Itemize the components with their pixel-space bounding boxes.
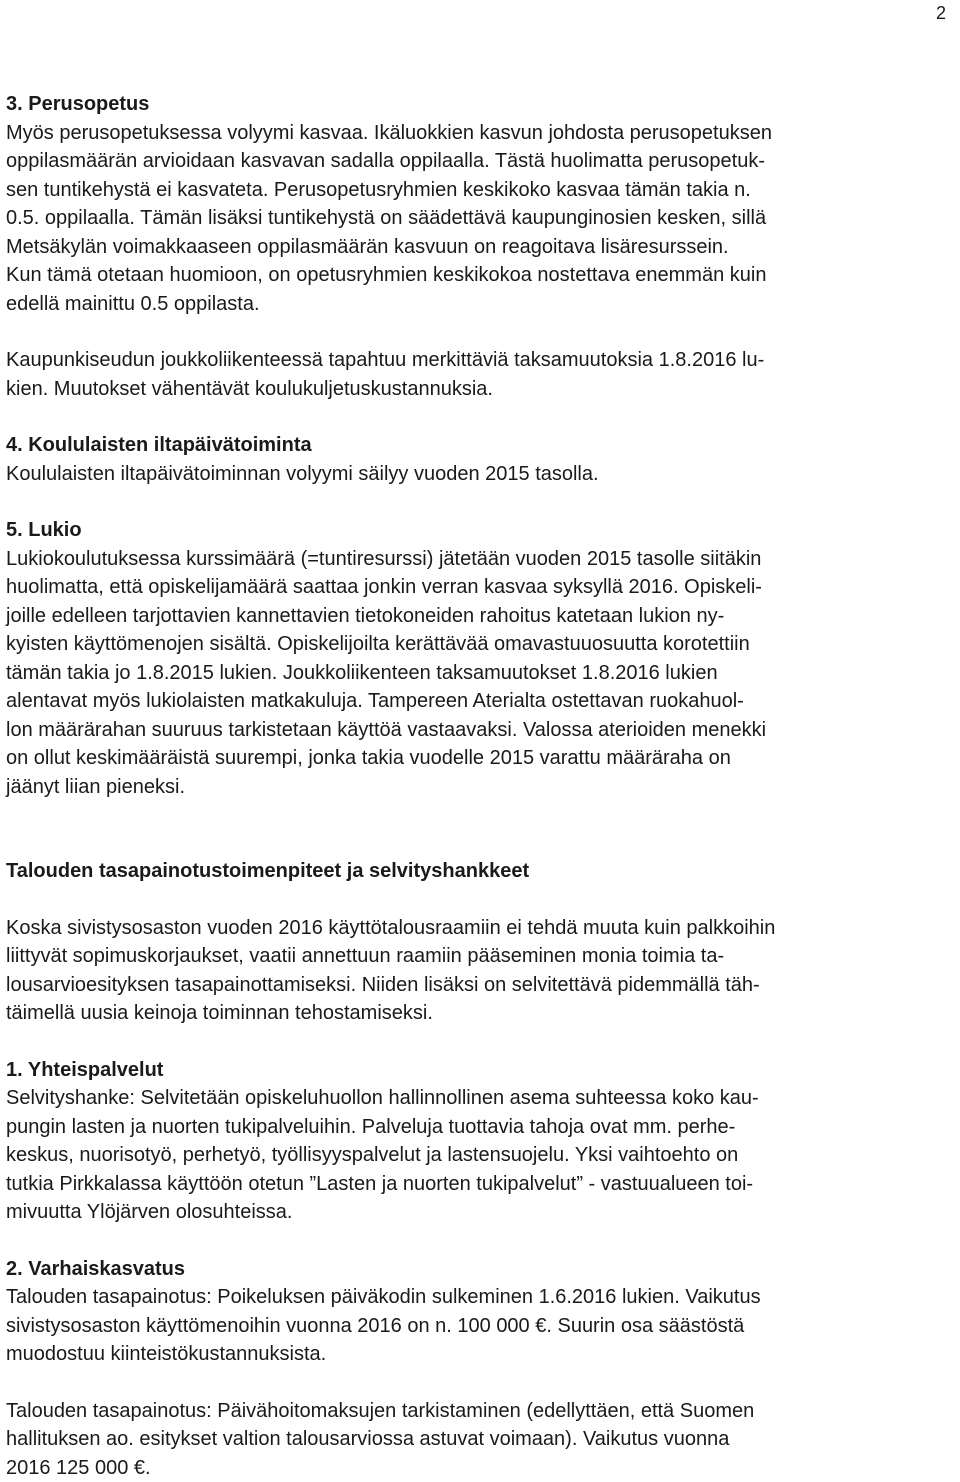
paragraph-varhaiskasvatus-2: Talouden tasapainotus: Päivähoitomaksujen tarkistaminen (edellyttäen, että Suomen hallituksen ao. esitykset valtion talousarviossa astuvat voimaan). Vaikutus vuonna 2016 125 000 €. — [6, 1397, 941, 1482]
subsection-heading-varhaiskasvatus: 2. Varhaiskasvatus — [6, 1255, 941, 1284]
section-heading-perusopetus: 3. Perusopetus — [6, 90, 941, 119]
page-number: 2 — [936, 2, 946, 24]
section-heading-iltapaivatoiminta: 4. Koululaisten iltapäivätoiminta — [6, 431, 941, 460]
paragraph-varhaiskasvatus-1: Talouden tasapainotus: Poikeluksen päiväkodin sulkeminen 1.6.2016 lukien. Vaikutus sivistysosaston käyttömenoihin vuonna 2016 on n. 100 000 €. Suurin osa säästöstä muodostuu kiinteistökustannuksista. — [6, 1283, 941, 1369]
intro-paragraph: Koska sivistysosaston vuoden 2016 käyttötalousraamiin ei tehdä muuta kuin palkkoihin liittyvät sopimuskorjaukset, vaatii annettuun raamiin pääseminen monia toimia ta- lousarvioesityksen tasapainottamiseksi. Niiden lisäksi on selvitettävä pidemmällä täh- täimellä uusia keinoja toiminnan tehostamiseksi. — [6, 914, 941, 1028]
document-body — [6, 90, 941, 1482]
section-heading-lukio: 5. Lukio — [6, 516, 941, 545]
paragraph-lukio: Lukiokoulutuksessa kurssimäärä (=tuntiresurssi) jätetään vuoden 2015 tasolle siitäkin huolimatta, että opiskelijamäärä saattaa jonkin verran kasvaa syksyllä 2016. Opiskeli- joille edelleen tarjottavien kannettavien tietokoneiden rahoitus katetaan lukion ny- kyisten käyttömenojen sisältä. Opiskelijoilta kerättävää omavastuuosuutta korotettiin tämän takia jo 1.8.2015 lukien. Joukkoliikenteen taksamuutokset 1.8.2016 lukien alentavat myös lukiolaisten matkakuluja. Tampereen Aterialta ostettavan ruokahuol- lon määrärahan suuruus tarkistetaan käyttöä vastaavaksi. Valossa aterioiden menekki on ollut keskimääräistä suurempi, jonka takia vuodelle 2015 varattu määräraha on jäänyt liian pieneksi. — [6, 545, 941, 802]
paragraph-iltapaivatoiminta: Koululaisten iltapäivätoiminnan volyymi säilyy vuoden 2015 tasolla. — [6, 460, 941, 489]
subsection-heading-yhteispalvelut: 1. Yhteispalvelut — [6, 1056, 941, 1085]
paragraph-perusopetus-1: Myös perusopetuksessa volyymi kasvaa. Ikäluokkien kasvun johdosta perusopetuksen oppilasmäärän arvioidaan kasvavan sadalla oppilaalla. Tästä huolimatta perusopetuk- sen tuntikehystä ei kasvateta. Perusopetusryhmien keskikoko kasvaa tämän takia n. 0.5. oppilaalla. Tämän lisäksi tuntikehystä on säädettävä kaupunginosien kesken, sillä Metsäkylän voimakkaaseen oppilasmäärän kasvuun on reagoitava lisäresurssein. Kun tämä otetaan huomioon, on opetusryhmien keskikokoa nostettava enemmän kuin edellä mainittu 0.5 oppilasta. — [6, 119, 941, 319]
paragraph-yhteispalvelut: Selvityshanke: Selvitetään opiskeluhuollon hallinnollinen asema suhteessa koko kau- pungin lasten ja nuorten tukipalveluihin. Palveluja tuottavia tahoja ovat mm. perhe- keskus, nuorisotyö, perhetyö, työllisyyspalvelut ja lastensuojelu. Yksi vaihtoehto on tutkia Pirkkalassa käyttöön otetun ”Lasten ja nuorten tukipalvelut” - vastuualueen toi- mivuutta Ylöjärven olosuhteissa. — [6, 1084, 941, 1227]
main-heading: Talouden tasapainotustoimenpiteet ja selvityshankkeet — [6, 857, 941, 886]
paragraph-perusopetus-2: Kaupunkiseudun joukkoliikenteessä tapahtuu merkittäviä taksamuutoksia 1.8.2016 lu- kien. Muutokset vähentävät koulukuljetuskustannuksia. — [6, 346, 941, 403]
